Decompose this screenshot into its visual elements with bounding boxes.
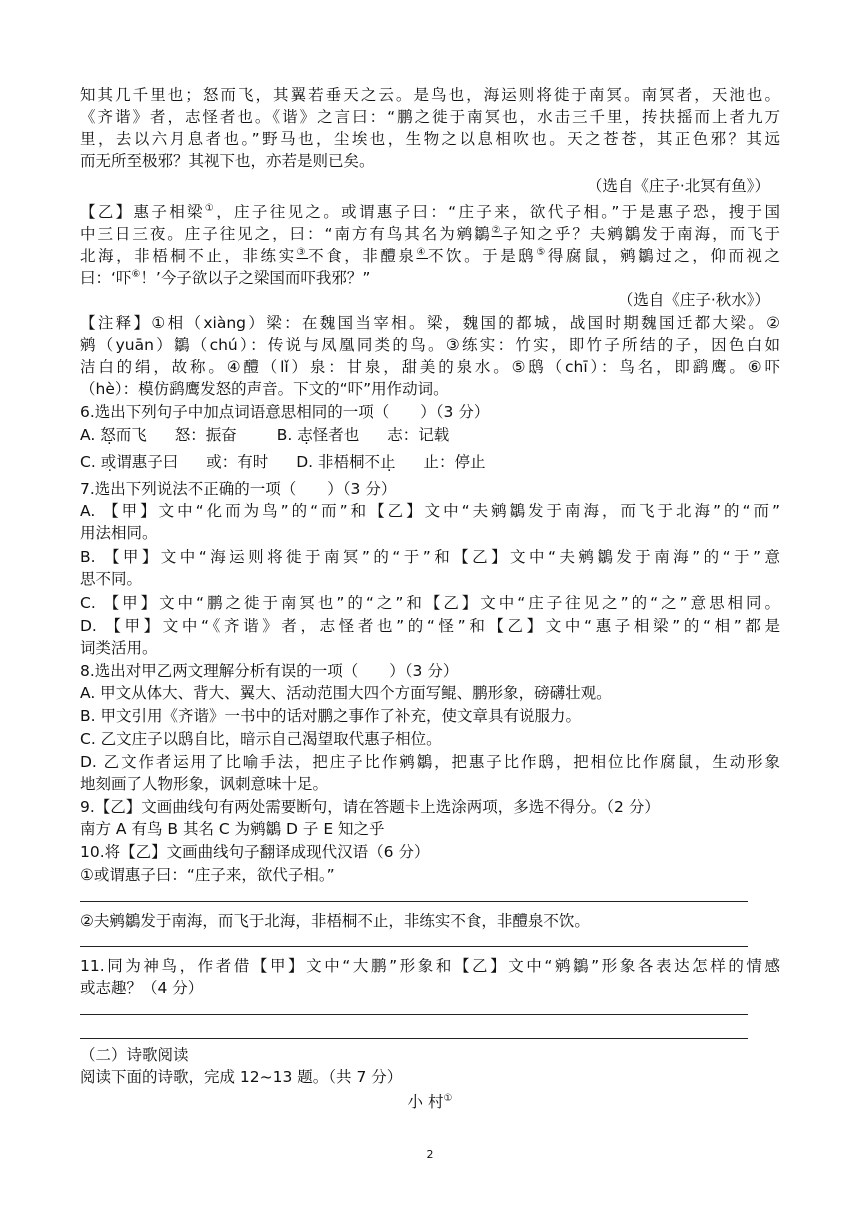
notes-line-2: 鹓（yuān）鶵（chú）：传说与凤凰同类的鸟。③练实：竹实，即竹子所结的子，因色白如 <box>80 336 780 354</box>
q6-option-b-dotted-word: 志 <box>297 426 313 444</box>
q6-option-a-label: A. <box>80 426 101 444</box>
passage-jia-line-4: 而无所至极邪？其视下也，亦若是则已矣。 <box>80 152 375 170</box>
q8-option-a: A. 甲文从体大、背大、翼大、活动范围大四个方面写鲲、鹏形象，磅礴壮观。 <box>80 684 612 702</box>
underlined-sentence: 不饮 <box>428 247 465 264</box>
q6-option-a-dotted-word: 怒 <box>100 426 116 444</box>
passage-yi-text: 中三日三夜。庄子往见之，曰：“ <box>80 225 333 242</box>
q8-stem: 8.选出对甲乙两文理解分析有误的一项（ ）（3 分） <box>80 662 459 680</box>
section-heading: （二）诗歌阅读 <box>80 1046 189 1064</box>
q6-option-d-dotted-word: 止 <box>380 453 396 471</box>
underlined-sentence: 子知之乎？夫鹓鶵发于南海，而飞于 <box>502 225 780 242</box>
q6-options-ab <box>80 424 780 446</box>
q7-option-a-line-1: A. 【甲】文中“化而为鸟”的“而”和【乙】文中“夫鹓鶵发于南海，而飞于北海”的“而” <box>80 502 780 520</box>
q11-stem-line-2: 或志趣？（4 分） <box>80 979 204 997</box>
q8-option-c: C. 乙文庄子以鸱自比，暗示自己渴望取代惠子相位。 <box>80 730 442 748</box>
passage-jia-source: （选自《庄子·北冥有鱼》） <box>586 177 770 195</box>
passage-yi-text: ，庄子往见之。或谓惠子曰：“庄子来，欲代子相。”于是惠子恐，搜于国 <box>216 203 780 220</box>
answer-line[interactable] <box>80 946 748 947</box>
q7-option-d-line-2: 词类活用。 <box>80 639 158 657</box>
passage-yi-line-4 <box>80 264 780 286</box>
underlined-sentence: 北海，非梧桐不止，非练实 <box>80 247 297 264</box>
passage-yi-source: （选自《庄子·秋水》） <box>617 291 770 309</box>
passage-yi-text: ！’今子欲以子之梁国而吓我邪？” <box>140 269 371 286</box>
q6-option-c-gloss: 或：有时 <box>206 453 269 471</box>
section-instruction: 阅读下面的诗歌，完成 12~13 题。（共 7 分） <box>80 1068 403 1086</box>
passage-yi-line-2 <box>80 220 780 242</box>
passage-yi-line-3 <box>80 242 780 264</box>
q9-stem: 9.【乙】文画曲线句有两处需要断句，请在答题卡上选涂两项，多选不得分。（2 分） <box>80 798 660 816</box>
q6-option-b-gloss: 志：记载 <box>387 426 450 444</box>
passage-jia-line-2: 《齐谐》者，志怪者也。《谐》之言曰：“鹏之徙于南冥也，水击三千里，抟扶摇而上者九万 <box>80 108 780 126</box>
q7-option-a-line-2: 用法相同。 <box>80 524 158 542</box>
q7-option-b-line-2: 思不同。 <box>80 570 143 588</box>
note-ref: ⑥ <box>131 269 141 280</box>
answer-line[interactable] <box>80 1014 748 1015</box>
q10-sentence-2: ②夫鹓鶵发于南海，而飞于北海，非梧桐不止，非练实不食，非醴泉不饮。 <box>80 912 590 930</box>
passage-yi-text: 曰：‘吓 <box>80 269 132 286</box>
notes-line-4: （hè）：模仿鹞鹰发怒的声音。下文的“吓”用作动词。 <box>80 380 449 398</box>
notes-line-3: 洁白的绢，故称。④醴（lǐ）泉：甘泉，甜美的泉水。⑤鸱（chī）：鸟名，即鹞鹰。⑥吓 <box>80 358 780 376</box>
answer-line[interactable] <box>80 901 748 902</box>
poem-title <box>380 1088 480 1110</box>
q7-option-b-line-1: B. 【甲】文中“海运则将徙于南冥”的“于”和【乙】文中“夫鹓鶵发于南海”的“于”意 <box>80 548 780 566</box>
q6-option-b-label: B. <box>276 426 298 444</box>
passage-yi-text: 得腐鼠，鹓鶵过之，仰而视之 <box>547 247 780 264</box>
underlined-sentence: 不食，非醴泉 <box>308 247 417 264</box>
q11-stem-line-1: 11.同为神鸟，作者借【甲】文中“大鹏”形象和【乙】文中“鹓鶵”形象各表达怎样的情感 <box>80 957 780 975</box>
note-ref: ① <box>204 203 217 214</box>
underlined-sentence: 南方有鸟其名为鹓鶵 <box>332 225 492 242</box>
q6-option-a-text: 而飞 <box>115 426 147 444</box>
q6-stem: 6.选出下列句子中加点词语意思相同的一项（ ）（3 分） <box>80 403 490 421</box>
q8-option-d-line-2: 地刻画了人物形象，讽刺意味十足。 <box>80 775 329 793</box>
q6-option-c-label: C. <box>80 453 101 471</box>
passage-yi-text: 【乙】惠子相梁 <box>80 203 205 220</box>
note-ref: ④ <box>416 247 428 258</box>
q6-option-d-gloss: 止：停止 <box>423 453 486 471</box>
note-ref: ② <box>491 225 503 236</box>
q10-stem: 10.将【乙】文画曲线句子翻译成现代汉语（6 分） <box>80 843 430 861</box>
q8-option-b: B. 甲文引用《齐谐》一书中的话对鹏之事作了补充，使文章具有说服力。 <box>80 707 581 725</box>
passage-jia-line-1: 知其几千里也；怒而飞，其翼若垂天之云。是鸟也，海运则将徙于南冥。南冥者，天池也。 <box>80 86 780 104</box>
q6-option-d-label: D. 非梧桐不 <box>296 453 381 471</box>
q10-sentence-1: ①或谓惠子曰：“庄子来，欲代子相。” <box>80 866 335 884</box>
page-number: 2 <box>426 1148 434 1161</box>
q7-option-d-line-1: D. 【甲】文中“《齐谐》者，志怪者也”的“怪”和【乙】文中“惠子相梁”的“相”都是 <box>80 617 780 635</box>
note-ref: ① <box>443 1093 453 1104</box>
passage-yi-line-1 <box>80 198 780 220</box>
q9-sentence: 南方 A 有鸟 B 其名 C 为鹓鶵 D 子 E 知之乎 <box>80 820 385 838</box>
note-ref: ③ <box>296 247 309 258</box>
note-ref: ⑤ <box>536 247 548 258</box>
notes-line-1: 【注释】①相（xiàng）梁：在魏国当宰相。梁，魏国的都城，战国时期魏国迁都大梁。② <box>80 314 780 332</box>
passage-yi-text: 。于是鸱 <box>464 247 537 264</box>
q6-option-a-gloss: 怒：振奋 <box>174 426 237 444</box>
q6-option-b-text: 怪者也 <box>312 426 360 444</box>
q6-option-c-text: 谓惠子曰 <box>116 453 179 471</box>
q8-option-d-line-1: D. 乙文作者运用了比喻手法，把庄子比作鹓鶵，把惠子比作鸱，把相位比作腐鼠，生动形象 <box>80 753 780 771</box>
q6-options-cd <box>80 451 780 473</box>
q6-option-c-dotted-word: 或 <box>100 453 117 471</box>
answer-line[interactable] <box>80 1038 748 1039</box>
passage-jia-line-3: 里，去以六月息者也。”野马也，尘埃也，生物之以息相吹也。天之苍苍，其正色邪？其远 <box>80 130 780 148</box>
q7-option-c: C. 【甲】文中“鹏之徙于南冥也”的“之”和【乙】文中“庄子往见之”的“之”意思相同。 <box>80 594 780 612</box>
q7-stem: 7.选出下列说法不正确的一项（ ）（3 分） <box>80 480 397 498</box>
poem-title-text: 小 村 <box>407 1093 444 1110</box>
